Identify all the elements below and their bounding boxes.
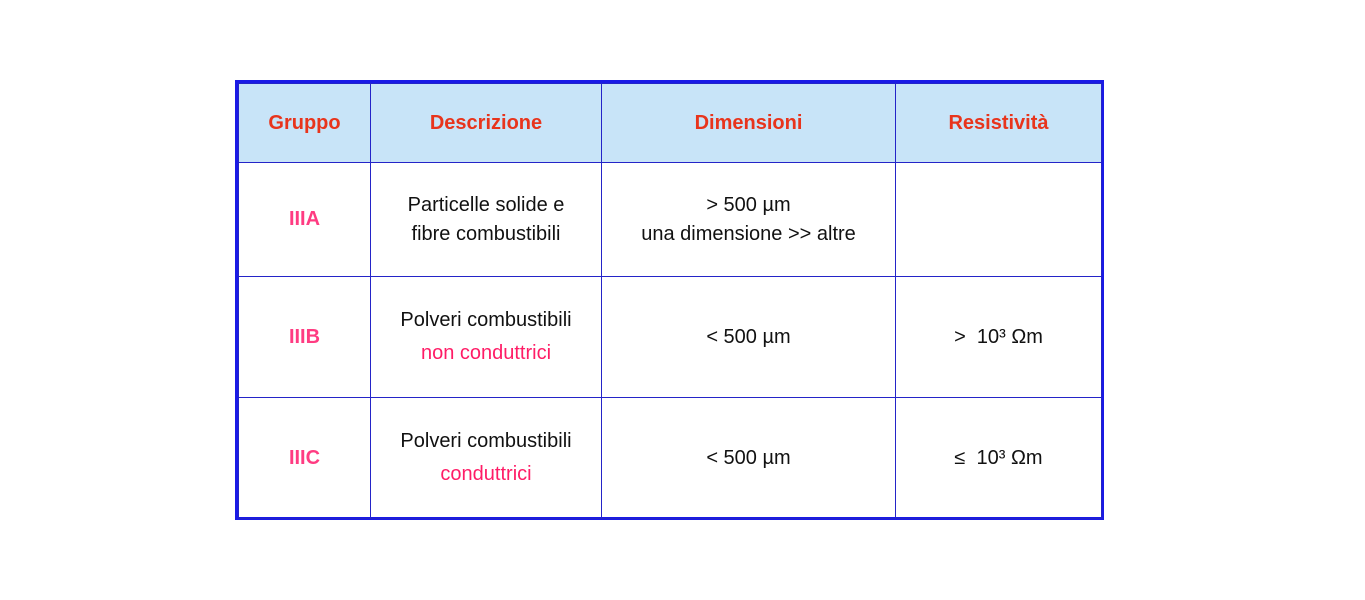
resistivity-cell: > 10³ Ωm <box>896 277 1102 398</box>
description-line: Particelle solide e <box>407 193 565 216</box>
dimension-cell: < 500 µm <box>602 277 896 398</box>
dimension-cell <box>602 163 896 277</box>
header-row <box>239 84 1102 163</box>
description-line: Polveri combustibili <box>400 430 572 452</box>
header-descrizione: Descrizione <box>371 84 602 163</box>
header-gruppo: Gruppo <box>239 84 371 163</box>
dimension-cell: < 500 µm <box>602 398 896 519</box>
dimension-line: una dimensione >> altre <box>641 222 856 245</box>
header-dimensioni: Dimensioni <box>602 84 896 163</box>
group-cell: IIIB <box>239 277 371 398</box>
table-row <box>239 398 1102 519</box>
classification-table <box>238 83 1102 519</box>
table-row <box>239 163 1102 277</box>
dust-group-table <box>235 80 1104 520</box>
group-cell: IIIC <box>239 398 371 519</box>
dimension-line: > 500 µm <box>706 193 791 216</box>
description-cell <box>371 277 602 398</box>
header-resistivita: Resistività <box>896 84 1102 163</box>
description-cell <box>371 163 602 277</box>
description-cell <box>371 398 602 519</box>
description-highlight: non conduttrici <box>420 342 552 364</box>
resistivity-cell <box>896 163 1102 277</box>
resistivity-cell: ≤ 10³ Ωm <box>896 398 1102 519</box>
description-highlight: conduttrici <box>440 463 532 485</box>
group-cell: IIIA <box>239 163 371 277</box>
description-line: Polveri combustibili <box>400 309 572 331</box>
description-line: fibre combustibili <box>411 222 561 245</box>
table-row <box>239 277 1102 398</box>
